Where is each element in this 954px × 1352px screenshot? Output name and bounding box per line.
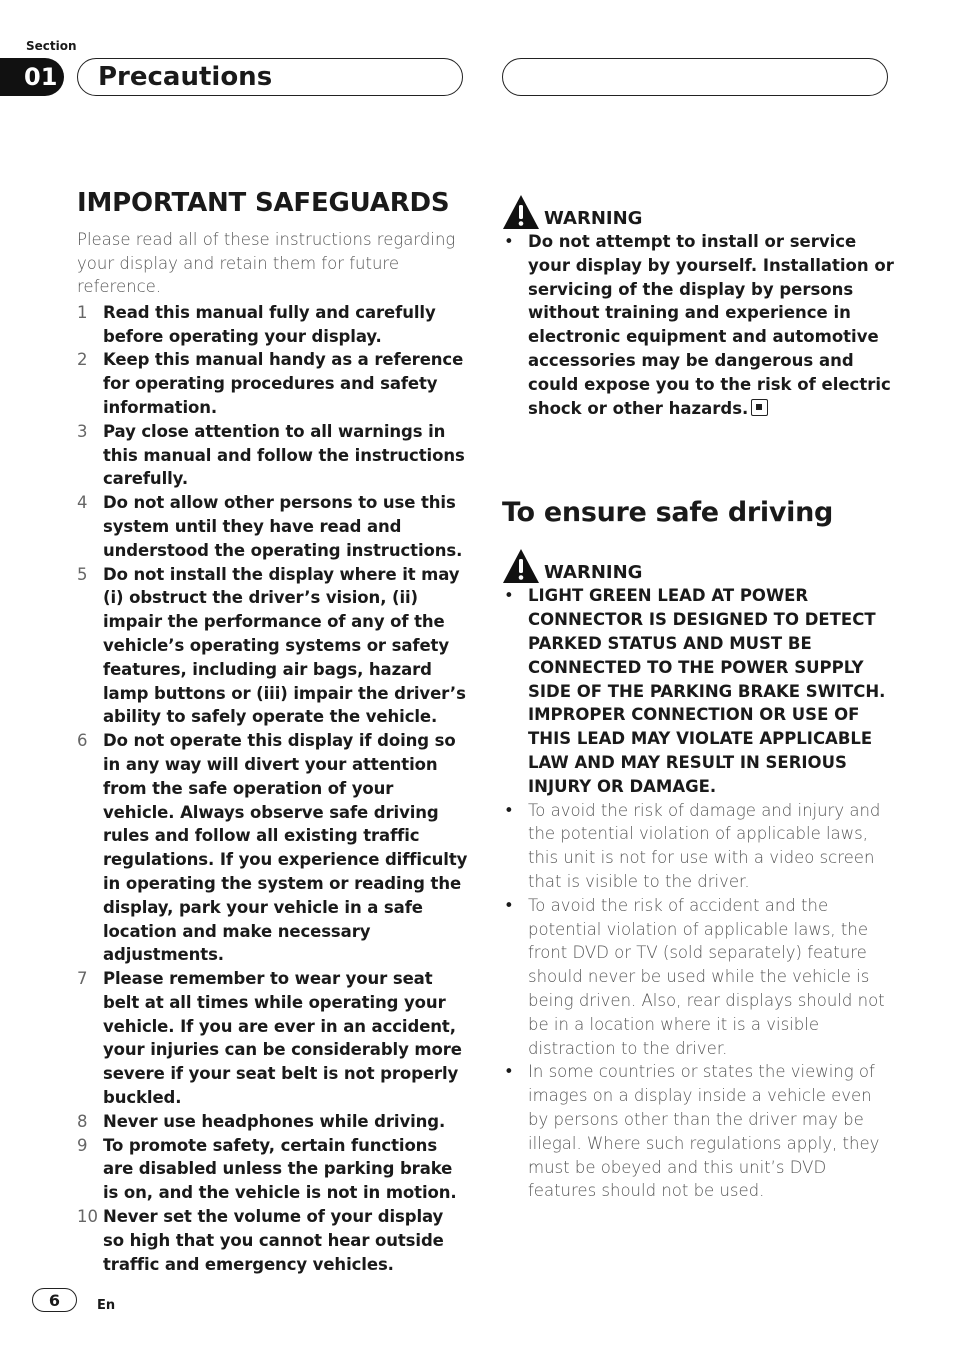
warning-title: WARNING [544, 208, 643, 229]
item-number: 8 [77, 1111, 88, 1131]
item-text: Please remember to wear your seat belt at all times while operating your vehicle. If you are ever in an accident, your injuries can be considerably more severe if your seat belt is not properly buckled. [103, 969, 462, 1108]
item-number: 7 [77, 969, 88, 989]
item-number: 9 [77, 1135, 88, 1155]
list-item [77, 729, 469, 967]
list-item [502, 894, 894, 1061]
safeguards-heading: IMPORTANT SAFEGUARDS [77, 188, 450, 218]
bullet-dot: • [504, 586, 514, 606]
bullet-dot: • [504, 1062, 514, 1082]
list-item [77, 420, 469, 491]
item-number: 5 [77, 564, 88, 584]
list-item [77, 348, 469, 419]
warning-header [502, 190, 894, 230]
item-number: 6 [77, 731, 88, 751]
item-number: 3 [77, 421, 88, 441]
bullet-text: To avoid the risk of accident and the potential violation of applicable laws, the front DVD or TV (sold separately) feature should never be used while the vehicle is being driven. Also, rear displays should not be in a location where it is a visible distraction to the driver. [528, 895, 885, 1058]
item-text: Pay close attention to all warnings in this manual and follow the instructions carefully. [103, 421, 465, 489]
page-title: Precautions [98, 62, 273, 92]
warning-header [502, 544, 894, 584]
item-text: Keep this manual handy as a reference for operating procedures and safety information. [103, 350, 464, 417]
warning-title: WARNING [544, 562, 643, 584]
header-empty-frame [502, 58, 888, 96]
list-item [77, 491, 469, 562]
item-text: Never set the volume of your display so high that you cannot hear outside traffic and emergency vehicles. [103, 1207, 444, 1274]
item-text: Never use headphones while driving. [103, 1111, 446, 1131]
bullet-text: To avoid the risk of damage and injury and the potential violation of applicable laws, this unit is not for use with a video screen that is visible to the driver. [528, 800, 881, 891]
driving-bullets [502, 584, 894, 1203]
end-mark-icon [751, 399, 768, 416]
safeguards-list [77, 301, 469, 1277]
item-text: To promote safety, certain functions are disabled unless the parking brake is on, and the vehicle is not in motion. [103, 1135, 457, 1203]
item-number: 4 [77, 493, 88, 513]
item-text: Do not allow other persons to use this system until they have read and understood the operating instructions. [103, 493, 463, 560]
left-column [77, 186, 469, 1276]
list-item [502, 584, 894, 798]
list-item [77, 967, 469, 1110]
intro-paragraph: Please read all of these instructions regarding your display and retain them for future reference. [77, 230, 456, 297]
warning-triangle-icon [502, 548, 540, 584]
item-text: Do not operate this display if doing so in any way will divert your attention from the safe operation of your vehicle. Always observe safe driving rules and follow all existing traffic regulations. If you experience difficulty in operating the system or reading the display, park your vehicle in a safe location and make necessary adjustments. [103, 731, 468, 965]
item-text: Do not install the display where it may (i) obstruct the driver’s vision, (ii) impair the performance of any of the vehicle’s operating systems or safety features, including air bags, hazard lamp buttons or (iii) impair the driver’s ability to safely operate the vehicle. [103, 564, 466, 727]
list-item [77, 563, 469, 730]
list-item [502, 230, 894, 420]
warning-text: LIGHT GREEN LEAD AT POWER CONNECTOR IS DESIGNED TO DETECT PARKED STATUS AND MUST BE CONNECTED TO THE POWER SUPPLY SIDE OF THE PARKING BRAKE SWITCH. IMPROPER CONNECTION OR USE OF THIS LEAD MAY VIOLATE APPLICABLE LAW AND MAY RESULT IN SERIOUS INJURY OR DAMAGE. [528, 586, 886, 796]
bullet-text: In some countries or states the viewing of images on a display inside a vehicle even by persons other than the driver may be illegal. Where such regulations apply, they must be obeyed and this unit’s DVD features should not be used. [528, 1062, 880, 1201]
bullet-dot: • [504, 232, 514, 251]
right-column [502, 190, 894, 1203]
page-number: 6 [32, 1288, 77, 1312]
list-item [77, 1205, 469, 1276]
section-number-badge: 01 [0, 58, 64, 96]
item-number: 2 [77, 350, 88, 370]
list-item [77, 1134, 469, 1205]
list-item [502, 799, 894, 894]
item-text: Read this manual fully and carefully before operating your display. [103, 302, 436, 346]
warning-bullets [502, 230, 894, 420]
item-number: 1 [77, 302, 88, 322]
item-number: 10 [77, 1207, 98, 1227]
bullet-dot: • [504, 895, 514, 915]
list-item [77, 1110, 469, 1134]
list-item [77, 301, 469, 349]
language-code: En [97, 1298, 116, 1313]
safe-driving-heading: To ensure safe driving [502, 497, 834, 529]
warning-text: Do not attempt to install or service your display by yourself. Installation or servicing of the display by persons without training and experience in electronic equipment and automotive accessories may be dangerous and could expose you to the risk of electric shock or other hazards. [528, 232, 894, 418]
warning-triangle-icon [502, 194, 540, 230]
section-label: Section [26, 39, 77, 53]
list-item [502, 1060, 894, 1203]
bullet-dot: • [504, 800, 514, 820]
